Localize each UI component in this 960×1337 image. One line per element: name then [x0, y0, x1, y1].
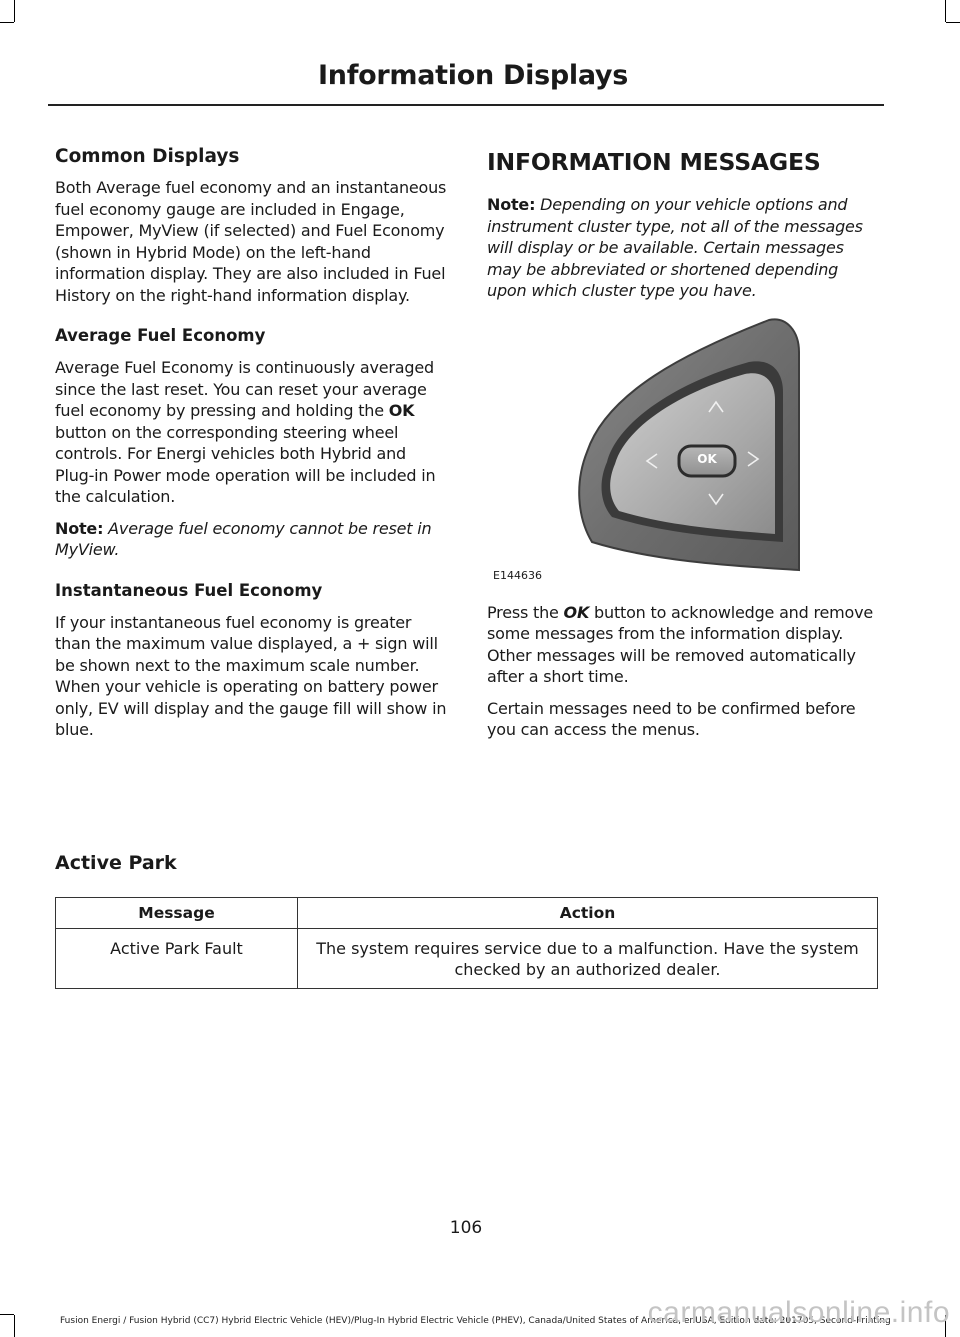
column-header-action: Action [298, 898, 878, 929]
crop-mark [14, 1315, 15, 1337]
left-column [55, 146, 447, 751]
page-title: Information Displays [318, 60, 628, 91]
average-fuel-economy-note: Note: Average fuel economy cannot be reset in MyView. [55, 518, 432, 559]
crop-mark [0, 22, 14, 23]
crop-mark [945, 0, 946, 22]
table-header-row [56, 898, 878, 929]
crop-mark [0, 1314, 14, 1315]
crop-mark [14, 0, 15, 22]
table-row [56, 929, 878, 989]
page-number: 106 [449, 1218, 483, 1238]
active-park-table [55, 897, 878, 989]
instantaneous-fuel-economy-body: If your instantaneous fuel economy is greater than the maximum value displayed, a + sign will be shown next to the maximum scale number. When your vehicle is operating on battery power only, EV will display and the gauge fill will show in blue. [55, 612, 447, 739]
active-park-heading: Active Park [55, 852, 177, 874]
right-column [487, 146, 879, 751]
information-messages-note: Note: Depending on your vehicle options and instrument cluster type, not all of the messages will display or be available. Certain messages may be abbreviated or shortened depending upon which cluster type you have. [487, 195, 863, 300]
crop-mark [946, 22, 960, 23]
steering-wheel-control-illustration [487, 312, 827, 582]
watermark: carmanualsonline.info [647, 1296, 950, 1329]
average-fuel-economy-body: Average Fuel Economy is continuously averaged since the last reset. You can reset your average fuel economy by pressing and holding the OK button on the corresponding steering wheel controls. For Energi vehicles both Hybrid and Plug-in Power mode operation will be included in the calculation. [55, 358, 436, 506]
action-cell: The system requires service due to a malfunction. Have the system checked by an authorized dealer. [298, 929, 878, 989]
press-ok-instructions: Press the OK button to acknowledge and remove some messages from the information display. Other messages will be removed automatically after a short time. [487, 602, 874, 686]
figure-code: E144636 [493, 568, 542, 582]
common-displays-heading: Common Displays [55, 146, 240, 167]
message-cell: Active Park Fault [56, 929, 298, 989]
header-rule [48, 104, 884, 106]
information-messages-heading: INFORMATION MESSAGES [487, 148, 821, 176]
instantaneous-fuel-economy-heading: Instantaneous Fuel Economy [55, 580, 323, 600]
ok-label: OK [563, 602, 590, 622]
common-displays-body: Both Average fuel economy and an instantaneous fuel economy gauge are included in Engage, Empower, MyView (if selected) and Fuel Economy (shown in Hybrid Mode) on the left-hand information display. They are also included in Fuel History on the right-hand information display. [55, 178, 447, 305]
column-header-message: Message [56, 898, 298, 929]
footer-edition-info: Fusion Energi / Fusion Hybrid (CC7) Hybrid Electric Vehicle (HEV)/Plug-In Hybrid Electric Vehicle (PHEV), Canada/United States of America, enUSA, Edition date: 201705, Second-Printing [60, 1316, 891, 1326]
confirm-messages-text: Certain messages need to be confirmed before you can access the menus. [487, 698, 856, 739]
steering-wheel-controls-figure [487, 312, 827, 582]
ok-button-label: OK [697, 451, 717, 466]
average-fuel-economy-heading: Average Fuel Economy [55, 326, 266, 345]
ok-label: OK [388, 401, 415, 420]
